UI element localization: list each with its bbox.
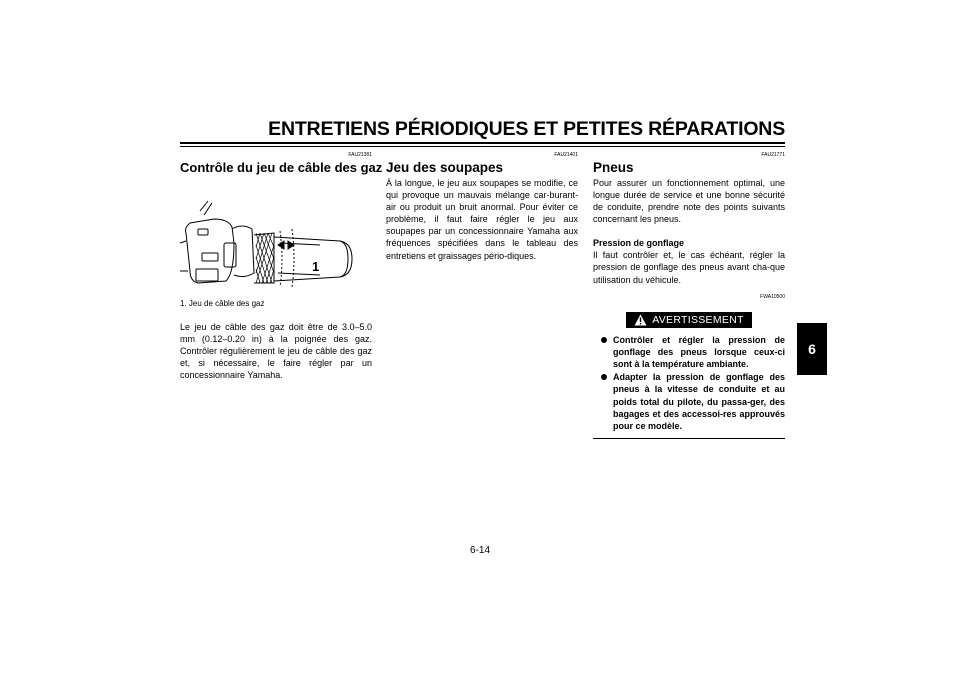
- section-body: Pour assurer un fonctionnement optimal, une longue durée de service et une bonne sécurité de conduite, prendre note des points suivants concernant les pneus.: [593, 178, 785, 225]
- warning-end-rule: [593, 438, 785, 439]
- column-throttle-cable: [180, 152, 383, 381]
- list-item: Adapter la pression de gonflage des pneus à la vitesse de conduite et au poids total du pilote, du passa-ger, des bagages et des accessoi-res approuvés pour ce modèle.: [593, 371, 785, 432]
- column-tires: [593, 152, 785, 439]
- section-heading: Pneus: [593, 160, 634, 175]
- column-valve-clearance: [386, 152, 578, 262]
- section-heading: Contrôle du jeu de câble des gaz: [180, 160, 383, 175]
- chapter-tab: 6: [797, 323, 827, 375]
- section-body: À la longue, le jeu aux soupapes se modifie, ce qui provoque un mauvais mélange car-burant-air ou produit un bruit anormal. Pour éviter ce problème, il faut faire régler le jeu aux soupapes par un concessionnaire Yamaha aux fréquences spécifiées dans le tableau des entretiens et graissages pério-diques.: [386, 178, 578, 261]
- page-number: 6-14: [469, 545, 490, 556]
- list-item: Contrôler et régler la pression de gonflage des pneus lorsque ceux-ci sont à la température ambiante.: [593, 334, 785, 371]
- header-rule-thin: [180, 146, 785, 147]
- section-heading: Jeu des soupapes: [386, 160, 504, 175]
- section-body: Le jeu de câble des gaz doit être de 3.0–5.0 mm (0.12–0.20 in) à la poignée des gaz. Contrôler régulièrement le jeu de câble des gaz et, si nécessaire, le faire régler par un concessionnaire Yamaha.: [180, 322, 372, 381]
- throttle-grip-illustration: [180, 183, 372, 293]
- subsection-body: Il faut contrôler et, le cas échéant, régler la pression de gonflage des pneus avant cha-que utilisation du véhicule.: [593, 250, 785, 285]
- warning-code: FWA10500: [760, 293, 785, 300]
- throttle-grip-drawing: [180, 183, 372, 293]
- page-header-title: ENTRETIENS PÉRIODIQUES ET PETITES RÉPARATIONS: [268, 118, 785, 140]
- header-rule: [180, 142, 785, 144]
- bullet-icon: [601, 337, 607, 343]
- warning-list: [593, 334, 785, 433]
- section-code: FAU21771: [761, 152, 785, 158]
- warning-banner: [626, 312, 752, 328]
- section-code: FAU21401: [554, 152, 578, 158]
- warning-label: AVERTISSEMENT: [652, 313, 744, 326]
- figure-callout-1: 1: [312, 259, 320, 274]
- section-code: FAU21381: [348, 152, 372, 158]
- warning-code-row: [593, 294, 785, 310]
- warning-triangle-icon: [634, 314, 647, 326]
- bullet-icon: [601, 374, 607, 380]
- figure-caption: 1. Jeu de câble des gaz: [180, 299, 265, 308]
- subsection-heading: Pression de gonflage: [593, 238, 685, 249]
